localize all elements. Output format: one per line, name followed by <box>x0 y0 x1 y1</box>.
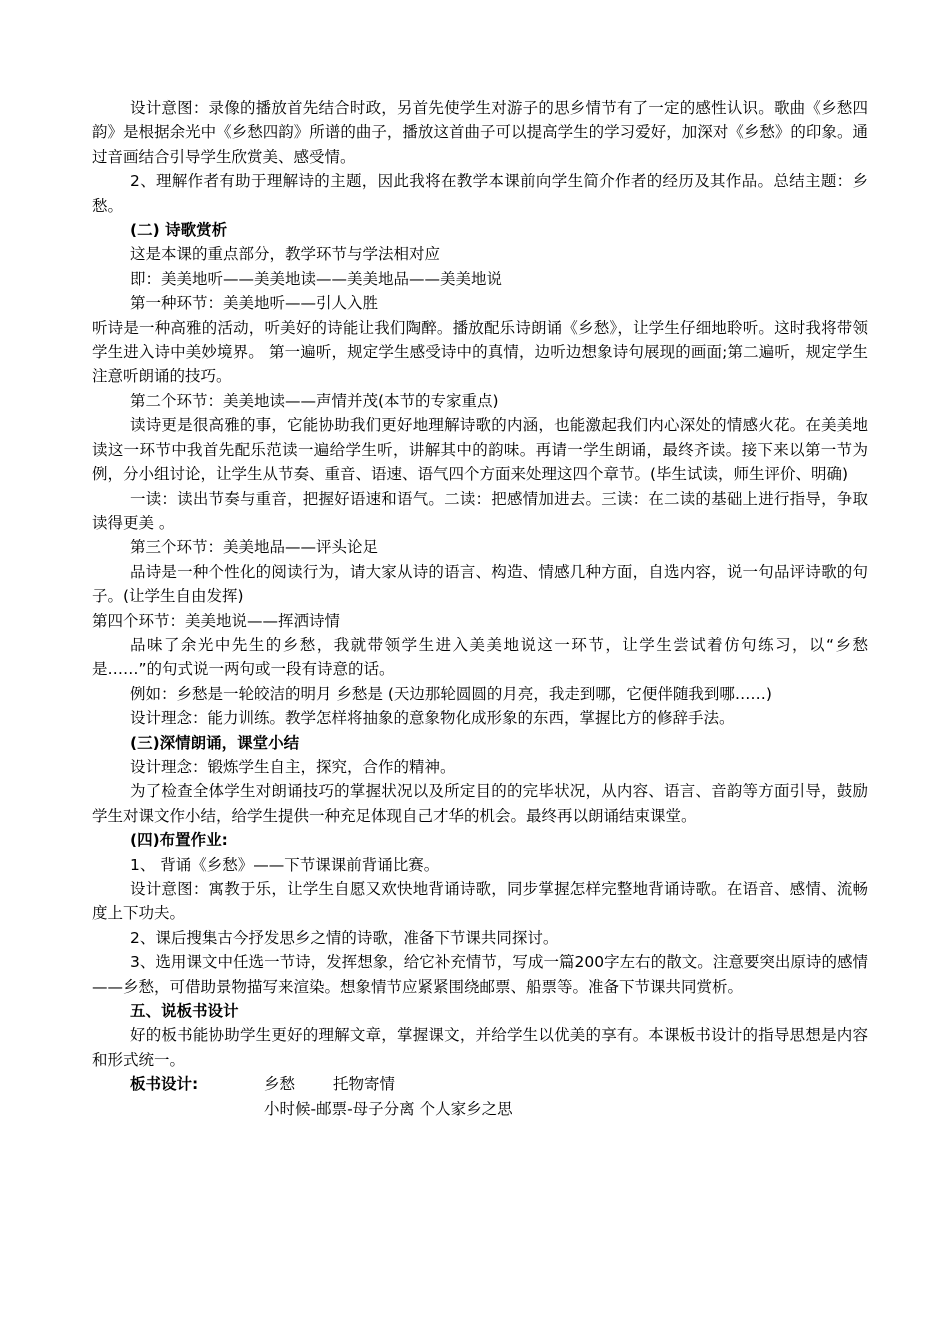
paragraph: 为了检查全体学生对朗诵技巧的掌握状况以及所定目的的完毕状况，从内容、语言、音韵等方面引导，鼓励学生对课文作小结，给学生提供一种充足体现自己才华的机会。最终再以朗诵结束课堂。 <box>92 782 868 825</box>
section-heading: (三)深情朗诵，课堂小结 <box>130 733 300 752</box>
board-design-label: 板书设计: <box>130 1075 199 1094</box>
paragraph: 第四个环节：美美地说——挥洒诗情 <box>92 611 341 630</box>
paragraph: 第三个环节：美美地品——评头论足 <box>130 538 379 557</box>
paragraph: 设计意图：录像的播放首先结合时政，另首先使学生对游子的思乡情节有了一定的感性认识。歌曲《乡愁四韵》是根据余光中《乡愁四韵》所谱的曲子，播放这首曲子可以提高学生的学习爱好，加深对《乡愁》的印象。通过音画结合引导学生欣赏美、感受情。 <box>92 99 868 166</box>
paragraph: 听诗是一种高雅的活动，听美好的诗能让我们陶醉。播放配乐诗朗诵《乡愁》，让学生仔细地聆听。这时我将带领学生进入诗中美妙境界。 第一遍听，规定学生感受诗中的真情，边听边想象诗句展现的画面;第二遍听，规定学生注意听朗诵的技巧。 <box>92 318 868 386</box>
paragraph: 读诗更是很高雅的事，它能协助我们更好地理解诗歌的内涵，也能激起我们内心深处的情感火花。在美美地读这一环节中我首先配乐范读一遍给学生听，讲解其中的韵味。再请一学生朗诵，最终齐读。接下来以第一节为例，分小组讨论，让学生从节奏、重音、语速、语气四个方面来处理这四个章节。(毕生试读，师生评价、明确) <box>92 416 868 484</box>
paragraph: 2、理解作者有助于理解诗的主题，因此我将在教学本课前向学生简介作者的经历及其作品。总结主题：乡愁。 <box>92 172 868 215</box>
section-heading: 五、说板书设计 <box>130 1002 239 1021</box>
section-heading: (二) 诗歌赏析 <box>130 221 228 240</box>
board-line-1: 小时候-邮票-母子分离 个人家乡之思 <box>264 1099 513 1118</box>
paragraph: 第二个环节：美美地读——声情并茂(本节的专家重点) <box>130 391 499 410</box>
paragraph: 第一种环节：美美地听——引人入胜 <box>130 294 379 313</box>
document-page <box>92 96 868 1121</box>
paragraph: 好的板书能协助学生更好的理解文章，掌握课文，并给学生以优美的享有。本课板书设计的指导思想是内容和形式统一。 <box>92 1026 868 1069</box>
paragraph: 即：美美地听——美美地读——美美地品——美美地说 <box>130 269 503 288</box>
paragraph: 设计意图：寓教于乐，让学生自愿又欢快地背诵诗歌，同步掌握怎样完整地背诵诗歌。在语音、感情、流畅度上下功夫。 <box>92 880 868 923</box>
board-design-row <box>92 1072 868 1096</box>
paragraph: 3、选用课文中任选一节诗，发挥想象，给它补充情节，写成一篇200字左右的散文。注意要突出原诗的感情——乡愁，可借助景物描写来渲染。想象情节应紧紧围绕邮票、船票等。准备下节课共同赏析。 <box>92 953 868 996</box>
paragraph: 这是本课的重点部分，教学环节与学法相对应 <box>130 245 441 264</box>
board-subtitle: 托物寄情 <box>333 1075 396 1094</box>
paragraph: 品味了余光中先生的乡愁，我就带领学生进入美美地说这一环节，让学生尝试着仿句练习，以“乡愁是……”的句式说一两句或一段有诗意的话。 <box>92 635 868 679</box>
board-title: 乡愁 <box>264 1075 296 1094</box>
paragraph: 一读：读出节奏与重音，把握好语速和语气。二读：把感情加进去。三读：在二读的基础上进行指导，争取读得更美 。 <box>92 489 868 532</box>
paragraph: 设计理念：锻炼学生自主，探究，合作的精神。 <box>130 757 456 776</box>
paragraph: 设计理念：能力训练。教学怎样将抽象的意象物化成形象的东西，掌握比方的修辞手法。 <box>130 709 735 728</box>
section-heading: (四)布置作业: <box>130 831 228 850</box>
paragraph: 2、课后搜集古今抒发思乡之情的诗歌，准备下节课共同探讨。 <box>130 928 559 947</box>
paragraph: 1、 背诵《乡愁》——下节课课前背诵比赛。 <box>130 855 440 874</box>
paragraph: 例如：乡愁是一轮皎洁的明月 乡愁是 (天边那轮圆圆的月亮，我走到哪，它便伴随我到哪……) <box>130 684 772 703</box>
document-body <box>92 96 868 1072</box>
paragraph: 品诗是一种个性化的阅读行为，请大家从诗的语言、构造、情感几种方面，自选内容，说一句品评诗歌的句子。(让学生自由发挥) <box>92 562 868 606</box>
